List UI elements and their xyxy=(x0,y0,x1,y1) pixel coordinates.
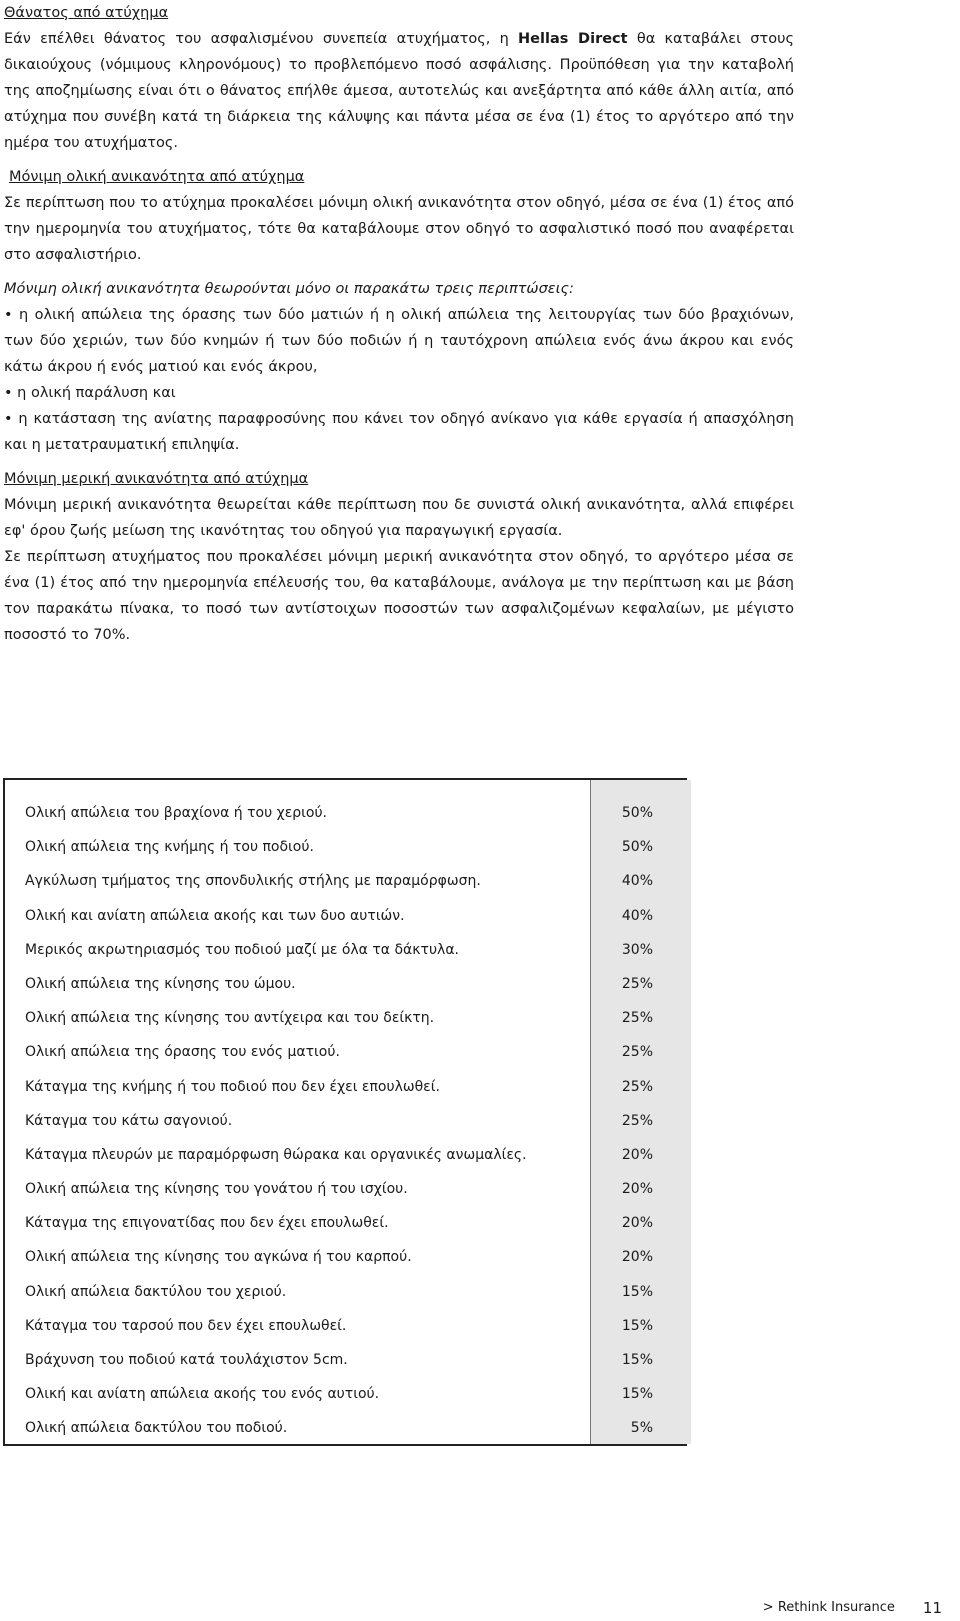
table-cell-percentage: 40% xyxy=(621,873,653,890)
table-cell-percentage: 20% xyxy=(621,1215,653,1232)
paragraph-total-disability: Σε περίπτωση που το ατύχημα προκαλέσει μόνιμη ολική ανικανότητα στον οδηγό, μέσα σε ένα (1) έτος από την ημερομηνία του ατυχήματος, τότε θα καταβάλουμε στον οδηγό το ασφαλιστικό ποσό που αναφέρεται στο ασφαλιστήριο. xyxy=(4,195,794,263)
text-fragment: θα καταβάλει στους δικαιούχους (νόμιμους κληρονόμους) το προβλεπόμενο ποσό ασφάλισης. Προϋπόθεση για την καταβολή της αποζημίωσης είναι ότι ο θάνατος επήλθε άμεσα, αυτοτελώς και ανεξάρτητα από κάθε άλλη αιτία, από ατύχημα που συνέβη κατά τη διάρκεια της κάλυψης και πάντα μέσα σε ένα (1) έτος το αργότερο από την ημέρα του ατυχήματος. xyxy=(4,31,794,151)
table-cell-percentage: 25% xyxy=(621,1044,653,1061)
list-item: • η ολική απώλεια της όρασης των δύο ματιών ή η ολική απώλεια της λειτουργίας των δύο βραχιόνων, των δύο χεριών, των δύο κνημών ή των δύο ποδιών ή η ταυτόχρονη απώλεια ενός άνω άκρου και ενός κάτω άκρου ή ενός ματιού και ενός άκρου, xyxy=(4,302,794,380)
table-cell-injury: Κάταγμα του κάτω σαγονιού. xyxy=(25,1112,233,1129)
table-cell-injury: Μερικός ακρωτηριασμός του ποδιού μαζί με όλα τα δάκτυλα. xyxy=(25,941,460,958)
footer-tagline: > Rethink Insurance xyxy=(762,1600,895,1615)
section-death xyxy=(4,0,794,156)
table-row xyxy=(5,1411,685,1445)
table-row xyxy=(5,1377,685,1411)
disability-percentage-table xyxy=(3,778,687,1446)
table-cell-percentage: 25% xyxy=(621,975,653,992)
table-cell-percentage: 15% xyxy=(621,1317,653,1334)
table-cell-percentage: 15% xyxy=(621,1386,653,1403)
section-total-disability xyxy=(4,164,794,268)
paragraph-death xyxy=(4,26,794,156)
table-row xyxy=(5,899,685,933)
table-row xyxy=(5,1343,685,1377)
list-item: • η ολική παράλυση και xyxy=(4,380,794,406)
page-number: 11 xyxy=(922,1599,942,1617)
table-cell-percentage: 30% xyxy=(621,941,653,958)
table-row xyxy=(5,796,685,830)
table-cell-injury: Αγκύλωση τμήματος της σπονδυλικής στήλης με παραμόρφωση. xyxy=(25,873,481,890)
table-cell-injury: Ολική απώλεια δακτύλου του χεριού. xyxy=(25,1283,287,1300)
table-cell-percentage: 25% xyxy=(621,1078,653,1095)
table-row xyxy=(5,1309,685,1343)
table-cell-injury: Ολική απώλεια της κίνησης του αντίχειρα και του δείκτη. xyxy=(25,1010,435,1027)
table-cell-percentage: 25% xyxy=(621,1010,653,1027)
table-row xyxy=(5,967,685,1001)
table-cell-injury: Κάταγμα της επιγονατίδας που δεν έχει επουλωθεί. xyxy=(25,1215,389,1232)
table-body xyxy=(5,796,685,1446)
table-cell-percentage: 25% xyxy=(621,1112,653,1129)
table-row xyxy=(5,1206,685,1240)
table-cell-injury: Ολική απώλεια της κίνησης του αγκώνα ή του καρπού. xyxy=(25,1249,412,1266)
table-row xyxy=(5,1104,685,1138)
section-heading-total-disability: Μόνιμη ολική ανικανότητα από ατύχημα xyxy=(9,169,305,185)
table-cell-injury: Ολική απώλεια της κνήμης ή του ποδιού. xyxy=(25,839,314,856)
paragraph-partial-2: Σε περίπτωση ατυχήματος που προκαλέσει μόνιμη μερική ανικανότητα στον οδηγό, το αργότερο μέσα σε ένα (1) έτος από την ημερομηνία επέλευσής του, θα καταβάλουμε, ανάλογα με την περίπτωση και με βάση τον παρακάτω πίνακα, το ποσό των αντίστοιχων ποσοστών των ασφαλιζομένων κεφαλαίων, με μέγιστο ποσοστό το 70%. xyxy=(4,549,794,643)
table-cell-injury: Κάταγμα πλευρών με παραμόρφωση θώρακα και οργανικές ανωμαλίες. xyxy=(25,1146,527,1163)
table-cell-injury: Ολική και ανίατη απώλεια ακοής του ενός αυτιού. xyxy=(25,1386,380,1403)
table-row xyxy=(5,1035,685,1069)
table-cell-injury: Κάταγμα του ταρσού που δεν έχει επουλωθεί. xyxy=(25,1317,347,1334)
brand-name: Hellas Direct xyxy=(518,31,628,47)
table-row xyxy=(5,830,685,864)
table-cell-percentage: 20% xyxy=(621,1146,653,1163)
table-cell-percentage: 50% xyxy=(621,839,653,856)
list-item: • η κατάσταση της ανίατης παραφροσύνης που κάνει τον οδηγό ανίκανο για κάθε εργασία ή απασχόληση και η μετατραυματική επιληψία. xyxy=(4,406,794,458)
table-row xyxy=(5,1001,685,1035)
table-cell-percentage: 5% xyxy=(630,1420,653,1437)
section-heading-partial-disability: Μόνιμη μερική ανικανότητα από ατύχημα xyxy=(4,471,309,487)
table-cell-injury: Ολική απώλεια δακτύλου του ποδιού. xyxy=(25,1420,288,1437)
table-cell-injury: Βράχυνση του ποδιού κατά τουλάχιστον 5cm. xyxy=(25,1352,348,1368)
table-row xyxy=(5,864,685,898)
section-partial-disability xyxy=(4,466,794,648)
table-row xyxy=(5,1070,685,1104)
cases-heading: Μόνιμη ολική ανικανότητα θεωρούνται μόνο οι παρακάτω τρεις περιπτώσεις: xyxy=(4,281,574,297)
table-cell-injury: Ολική απώλεια του βραχίονα ή του χεριού. xyxy=(25,805,328,821)
page-footer xyxy=(763,1595,942,1621)
document-body xyxy=(4,0,794,656)
table-row xyxy=(5,933,685,967)
table-row xyxy=(5,1172,685,1206)
table-cell-percentage: 20% xyxy=(621,1181,653,1198)
table-cell-percentage: 15% xyxy=(621,1283,653,1300)
table-cell-percentage: 40% xyxy=(621,907,653,924)
table-cell-percentage: 50% xyxy=(621,805,653,821)
table-row xyxy=(5,1138,685,1172)
table-cell-percentage: 20% xyxy=(621,1249,653,1266)
table-cell-injury: Ολική απώλεια της όρασης του ενός ματιού. xyxy=(25,1044,340,1061)
section-total-cases xyxy=(4,276,794,458)
table-cell-injury: Ολική και ανίατη απώλεια ακοής και των δυο αυτιών. xyxy=(25,907,405,924)
table-cell-injury: Ολική απώλεια της κίνησης του γονάτου ή του ισχίου. xyxy=(25,1181,408,1198)
table-row xyxy=(5,1275,685,1309)
paragraph-partial-1: Μόνιμη μερική ανικανότητα θεωρείται κάθε περίπτωση που δε συνιστά ολική ανικανότητα, αλλά επιφέρει εφ' όρου ζωής μείωση της ικανότητας του οδηγού για παραγωγική εργασία. xyxy=(4,497,794,539)
table-cell-injury: Ολική απώλεια της κίνησης του ώμου. xyxy=(25,975,296,992)
table-row xyxy=(5,1240,685,1274)
text-fragment: Εάν επέλθει θάνατος του ασφαλισμένου συνεπεία ατυχήματος, η xyxy=(4,31,519,47)
section-heading-death: Θάνατος από ατύχημα xyxy=(4,5,169,21)
table-cell-percentage: 15% xyxy=(621,1352,653,1368)
table-cell-injury: Κάταγμα της κνήμης ή του ποδιού που δεν έχει επουλωθεί. xyxy=(25,1078,440,1095)
